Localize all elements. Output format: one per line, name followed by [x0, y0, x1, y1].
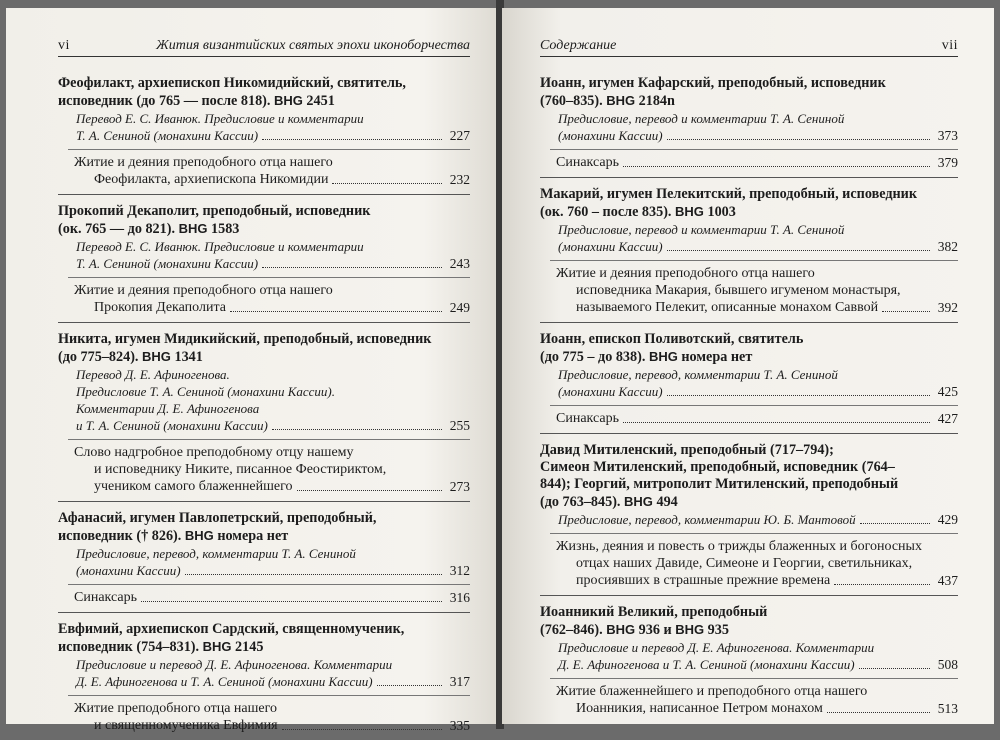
toc-entry — [540, 434, 958, 596]
text-title-line: Житие и деяния преподобного отца нашего — [74, 155, 333, 170]
credits-line-text: Т. А. Сениной (монахини Кассии) — [76, 128, 259, 143]
credits-line: Предисловие, перевод, комментарии Т. А. Сениной — [76, 546, 356, 561]
entry-credits — [558, 221, 958, 255]
entry-text-title — [550, 405, 958, 427]
text-title-line: Слово надгробное преподобному отцу нашему — [74, 445, 354, 460]
text-title-line-leader — [230, 311, 442, 312]
toc-entry — [58, 67, 470, 195]
entry-heading-line: (762–846). BHG 936 и BHG 935 — [540, 622, 729, 638]
text-title-line-page: 427 — [937, 411, 958, 426]
toc-list-left — [58, 67, 470, 740]
running-title-left: Жития византийских святых эпохи иконоборчества — [155, 38, 470, 53]
text-title-line: Житие и деяния преподобного отца нашего — [556, 266, 815, 281]
entry-text-title — [68, 277, 470, 316]
entry-heading-line: Иоанн, игумен Кафарский, преподобный, исповедник — [540, 75, 886, 91]
running-head-right — [540, 38, 958, 57]
text-title-line-leader — [297, 490, 442, 491]
text-title-line: отцах наших Давиде, Симеоне и Георгии, светильниках, — [576, 556, 913, 571]
text-title-line — [550, 700, 958, 717]
text-title-line — [68, 478, 470, 495]
page-number-right: vii — [941, 38, 958, 53]
entry-credits — [76, 656, 470, 690]
page-number-left: vi — [58, 38, 70, 53]
entry-heading — [58, 75, 470, 110]
entry-heading-line: (до 775 – до 838). BHG номера нет — [540, 349, 753, 365]
credits-line-leader — [667, 395, 930, 396]
text-title-line-text: Феофилакта, архиепископа Никомидии — [94, 172, 329, 187]
credits-line-text: (монахини Кассии) — [558, 128, 663, 143]
entry-heading-line: Евфимий, архиепископ Сардский, священномученик, — [58, 621, 405, 637]
entry-credits — [76, 545, 470, 579]
entry-heading-line: (до 763–845). BHG 494 — [540, 494, 678, 510]
text-title-line-page: 437 — [937, 573, 958, 588]
text-title-line — [550, 299, 958, 316]
toc-entry — [540, 596, 958, 723]
credits-line-page: 227 — [449, 128, 470, 143]
text-title-line: Житие блаженнейшего и преподобного отца нашего — [556, 684, 868, 699]
credits-line-text: (монахини Кассии) — [76, 563, 181, 578]
credits-line-leader — [185, 574, 442, 575]
toc-entry — [58, 613, 470, 740]
text-title-line-text: Иоанникия, написанное Петром монахом — [576, 701, 823, 716]
text-title-line-leader — [141, 601, 442, 602]
entry-heading-line: Никита, игумен Мидикийский, преподобный, исповедник — [58, 331, 432, 347]
entry-heading-line: Афанасий, игумен Павлопетрский, преподобный, — [58, 510, 377, 526]
entry-heading — [58, 621, 470, 656]
text-title-line-page: 513 — [937, 701, 958, 716]
entry-text-title — [68, 584, 470, 606]
entry-heading — [58, 203, 470, 238]
credits-line — [558, 511, 958, 528]
entry-heading — [540, 331, 958, 366]
credits-line-leader — [262, 267, 442, 268]
text-title-line — [68, 171, 470, 188]
text-title-line — [550, 572, 958, 589]
credits-line — [76, 673, 470, 690]
text-title-line-page: 392 — [937, 300, 958, 315]
right-page — [502, 8, 994, 724]
credits-line: Комментарии Д. Е. Афиногенова — [76, 401, 260, 416]
text-title-line-page: 232 — [449, 172, 470, 187]
toc-entry — [58, 195, 470, 323]
entry-heading-line: Феофилакт, архиепископ Никомидийский, святитель, — [58, 75, 406, 91]
credits-line-page: 255 — [449, 418, 470, 433]
toc-list-right — [540, 67, 958, 723]
entry-heading-line: Симеон Митиленский, преподобный, исповедник (764– — [540, 459, 895, 475]
entry-text-title — [550, 533, 958, 589]
entry-heading-line: (ок. 765 — до 821). BHG 1583 — [58, 221, 240, 237]
credits-line-leader — [667, 250, 930, 251]
entry-heading-line: исповедник (754–831). BHG 2145 — [58, 639, 264, 655]
entry-heading-line: Макарий, игумен Пелекитский, преподобный, исповедник — [540, 186, 918, 202]
credits-line — [76, 417, 470, 434]
text-title-line-page: 316 — [449, 590, 470, 605]
text-title-line: Житие преподобного отца нашего — [74, 701, 278, 716]
toc-entry — [540, 67, 958, 178]
entry-heading-line: (760–835). BHG 2184n — [540, 93, 675, 109]
entry-heading — [540, 186, 958, 221]
entry-heading — [58, 331, 470, 366]
credits-line-text: Т. А. Сениной (монахини Кассии) — [76, 256, 259, 271]
credits-line-text: и Т. А. Сениной (монахини Кассии) — [76, 418, 268, 433]
credits-line-leader — [262, 139, 442, 140]
entry-heading-line: Давид Митиленский, преподобный (717–794); — [540, 442, 834, 458]
entry-text-title — [550, 149, 958, 171]
credits-line-page: 508 — [937, 657, 958, 672]
text-title-line: исповедника Макария, бывшего игуменом монастыря, — [576, 283, 901, 298]
text-title-line-leader — [882, 311, 930, 312]
credits-line — [558, 127, 958, 144]
toc-entry — [540, 178, 958, 323]
text-title-line-text: Синаксарь — [556, 155, 619, 170]
entry-heading-line: исповедник († 826). BHG номера нет — [58, 528, 289, 544]
text-title-line: Житие и деяния преподобного отца нашего — [74, 283, 333, 298]
entry-text-title — [550, 260, 958, 316]
credits-line — [76, 255, 470, 272]
text-title-line-leader — [332, 183, 442, 184]
entry-heading-line: (до 775–824). BHG 1341 — [58, 349, 203, 365]
credits-line-text: Предисловие, перевод, комментарии Ю. Б. Мантовой — [558, 512, 856, 527]
entry-text-title — [550, 678, 958, 717]
credits-line: Предисловие и перевод Д. Е. Афиногенова. Комментарии — [76, 657, 393, 672]
credits-line — [558, 656, 958, 673]
text-title-line-page: 273 — [449, 479, 470, 494]
text-title-line-text: Синаксарь — [74, 590, 137, 605]
entry-text-title — [68, 695, 470, 734]
credits-line — [558, 238, 958, 255]
entry-credits — [558, 110, 958, 144]
credits-line-leader — [272, 429, 442, 430]
entry-credits — [558, 366, 958, 400]
credits-line-page: 425 — [937, 384, 958, 399]
credits-line-page: 382 — [937, 239, 958, 254]
entry-credits — [76, 110, 470, 144]
credits-line: Предисловие, перевод и комментарии Т. А. Сениной — [558, 222, 845, 237]
credits-line: Предисловие Т. А. Сениной (монахини Кассии). — [76, 384, 335, 399]
text-title-line-page: 249 — [449, 300, 470, 315]
entry-heading — [540, 442, 958, 511]
text-title-line — [68, 717, 470, 734]
entry-credits — [76, 238, 470, 272]
text-title-line-leader — [834, 584, 930, 585]
left-page — [6, 8, 498, 733]
entry-text-title — [68, 149, 470, 188]
text-title-line-text: Синаксарь — [556, 411, 619, 426]
text-title-line-text: называемого Пелекит, описанные монахом Саввой — [576, 300, 879, 315]
text-title-line-leader — [623, 166, 930, 167]
text-title-line — [68, 589, 470, 606]
toc-entry — [540, 323, 958, 434]
entry-heading — [540, 604, 958, 639]
entry-text-title — [68, 439, 470, 495]
credits-line-text: Д. Е. Афиногенова и Т. А. Сениной (монахини Кассии) — [558, 657, 855, 672]
running-title-right: Содержание — [540, 38, 617, 53]
text-title-line-leader — [282, 729, 442, 730]
text-title-line-text: и священномученика Евфимия — [94, 718, 278, 733]
credits-line-text: (монахини Кассии) — [558, 239, 663, 254]
text-title-line — [550, 410, 958, 427]
entry-heading — [540, 75, 958, 110]
credits-line — [76, 127, 470, 144]
text-title-line-page: 379 — [937, 155, 958, 170]
text-title-line — [550, 154, 958, 171]
credits-line-page: 243 — [449, 256, 470, 271]
entry-heading-line: исповедник (до 765 — после 818). BHG 2451 — [58, 93, 335, 109]
toc-entry — [58, 502, 470, 613]
entry-heading-line: Иоанн, епископ Поливотский, святитель — [540, 331, 804, 347]
entry-heading — [58, 510, 470, 545]
entry-heading-line: Иоанникий Великий, преподобный — [540, 604, 768, 620]
credits-line-leader — [859, 668, 930, 669]
credits-line — [558, 383, 958, 400]
credits-line-leader — [377, 685, 442, 686]
toc-entry — [58, 323, 470, 502]
running-head-left — [58, 38, 470, 57]
text-title-line-leader — [827, 712, 930, 713]
text-title-line-page: 335 — [449, 718, 470, 733]
credits-line: Перевод Е. С. Иванюк. Предисловие и комментарии — [76, 239, 364, 254]
text-title-line-leader — [623, 422, 930, 423]
credits-line-leader — [860, 523, 930, 524]
credits-line: Предисловие, перевод, комментарии Т. А. Сениной — [558, 367, 838, 382]
text-title-line: Жизнь, деяния и повесть о трижды блаженных и богоносных — [556, 539, 922, 554]
text-title-line-text: учеником самого блаженнейшего — [94, 479, 293, 494]
credits-line-page: 312 — [449, 563, 470, 578]
entry-credits — [558, 511, 958, 528]
entry-heading-line: (ок. 760 – после 835). BHG 1003 — [540, 204, 736, 220]
credits-line: Предисловие, перевод и комментарии Т. А. Сениной — [558, 111, 845, 126]
credits-line-text: (монахини Кассии) — [558, 384, 663, 399]
credits-line: Перевод Е. С. Иванюк. Предисловие и комментарии — [76, 111, 364, 126]
credits-line-leader — [667, 139, 930, 140]
entry-credits — [76, 366, 470, 434]
credits-line: Предисловие и перевод Д. Е. Афиногенова. Комментарии — [558, 640, 875, 655]
text-title-line — [68, 299, 470, 316]
credits-line-text: Д. Е. Афиногенова и Т. А. Сениной (монахини Кассии) — [76, 674, 373, 689]
credits-line — [76, 562, 470, 579]
credits-line: Перевод Д. Е. Афиногенова. — [76, 367, 230, 382]
entry-heading-line: 844); Георгий, митрополит Митиленский, преподобный — [540, 476, 899, 492]
text-title-line: и исповеднику Никите, писанное Феостириктом, — [94, 462, 387, 477]
credits-line-page: 429 — [937, 512, 958, 527]
text-title-line-text: Прокопия Декаполита — [94, 300, 226, 315]
credits-line-page: 317 — [449, 674, 470, 689]
credits-line-page: 373 — [937, 128, 958, 143]
text-title-line-text: просиявших в страшные прежние времена — [576, 573, 831, 588]
entry-credits — [558, 639, 958, 673]
entry-heading-line: Прокопий Декаполит, преподобный, исповедник — [58, 203, 371, 219]
